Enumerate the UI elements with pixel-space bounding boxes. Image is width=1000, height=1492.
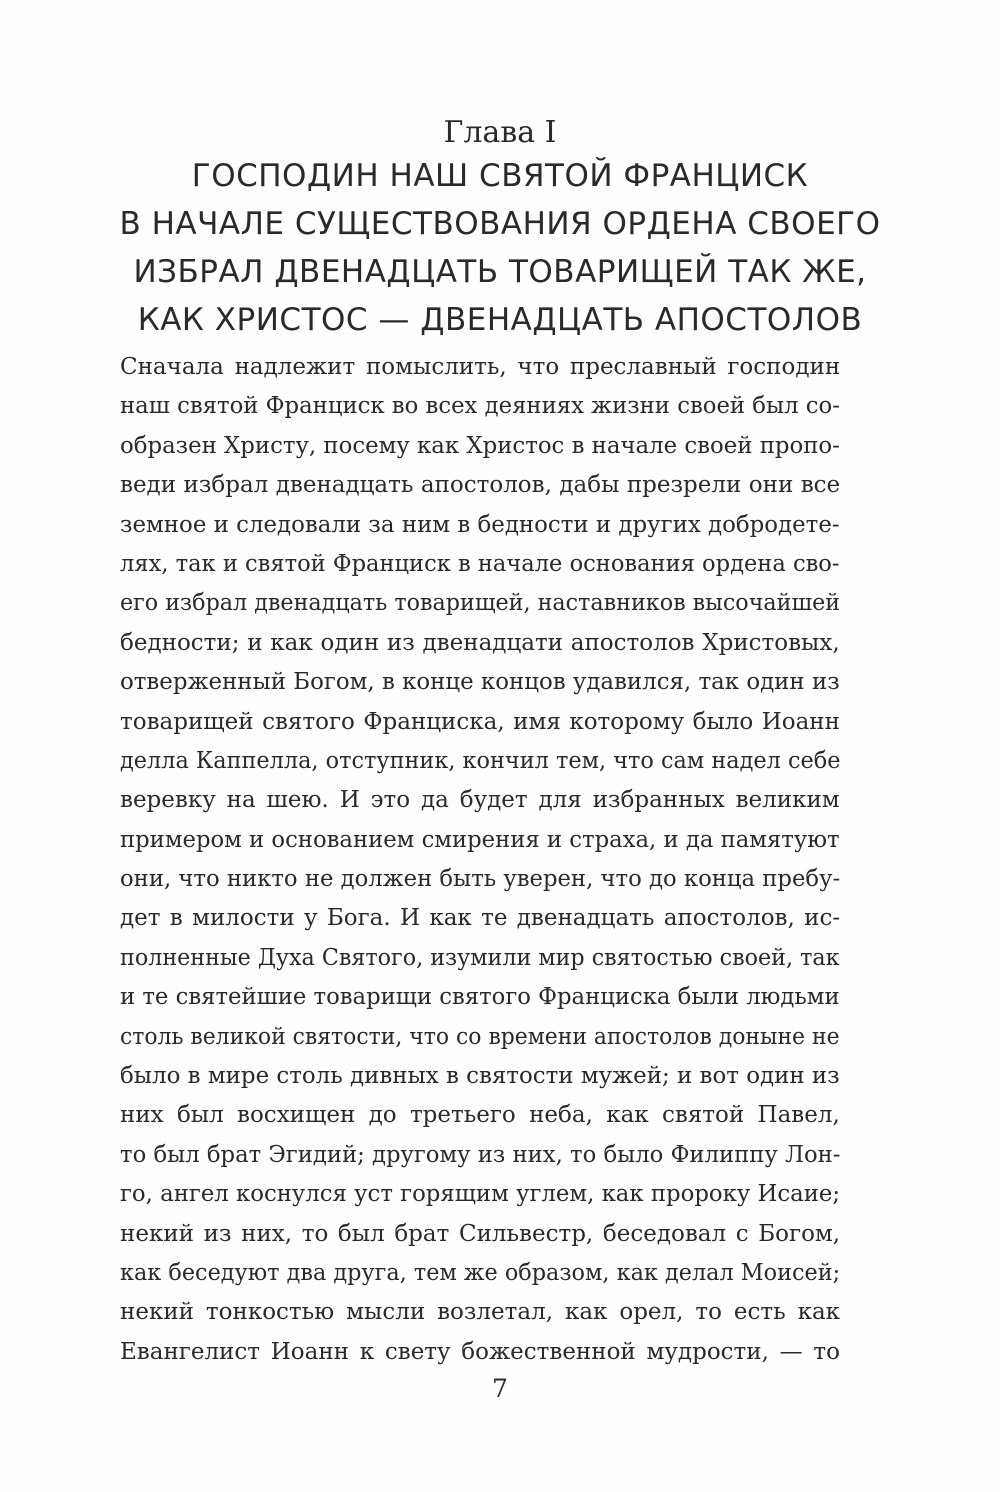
text-line: как беседуют два друга, тем же образом, как делал Моисей; bbox=[120, 1259, 841, 1286]
text-line: наш святой Франциск во всех деяниях жизни своей был со- bbox=[120, 393, 840, 420]
text-line: го, ангел коснулся уст горящим углем, как пророку Исаие; bbox=[120, 1181, 841, 1208]
text-line: дет в милости у Бога. И как те двенадцать апостолов, ис- bbox=[120, 905, 841, 932]
text-line: лях, так и святой Франциск в начале основания ордена сво- bbox=[120, 550, 840, 577]
text-line: них был восхищен до третьего неба, как святой Павел, bbox=[120, 1102, 840, 1129]
text-line: и те святейшие товарищи святого Франциска были людьми bbox=[120, 984, 840, 1011]
text-line: Евангелист Иоанн к свету божественной мудрости, — то bbox=[120, 1338, 840, 1365]
chapter-number: Глава I bbox=[443, 115, 557, 150]
text-line: товарищей святого Франциска, имя которому было Иоанн bbox=[120, 708, 840, 735]
text-line: то был брат Эгидий; другому из них, то было Филиппу Лон- bbox=[120, 1141, 841, 1168]
text-line: веди избрал двенадцать апостолов, дабы презрели они все bbox=[120, 472, 841, 499]
chapter-title-line: В НАЧАЛЕ СУЩЕСТВОВАНИЯ ОРДЕНА СВОЕГО bbox=[119, 206, 881, 242]
text-line: бедности; и как один из двенадцати апостолов Христовых, bbox=[120, 629, 840, 656]
chapter-title-line: КАК ХРИСТОС — ДВЕНАДЦАТЬ АПОСТОЛОВ bbox=[137, 302, 863, 338]
text-line: полненные Духа Святого, изумили мир святостью своей, так bbox=[120, 944, 840, 971]
text-line: некий тонкостью мысли возлетал, как орел, то есть как bbox=[120, 1299, 841, 1326]
chapter-body-paragraph bbox=[120, 348, 840, 1372]
text-line: земное и следовали за ним в бедности и других добродете- bbox=[120, 511, 840, 538]
text-line: веревку на шею. И это да будет для избранных великим bbox=[120, 787, 840, 814]
page-number: 7 bbox=[492, 1374, 508, 1403]
text-line: отверженный Богом, в конце концов удавился, так один из bbox=[120, 669, 840, 696]
chapter-title-line: ГОСПОДИН НАШ СВЯТОЙ ФРАНЦИСК bbox=[191, 158, 809, 194]
chapter-title bbox=[80, 152, 920, 344]
text-line: делла Каппелла, отступник, кончил тем, что сам надел себе bbox=[120, 747, 841, 774]
text-line: образен Христу, посему как Христос в начале своей пропо- bbox=[120, 432, 840, 459]
text-line: они, что никто не должен быть уверен, что до конца пребу- bbox=[120, 866, 841, 893]
text-line: его избрал двенадцать товарищей, наставников высочайшей bbox=[120, 590, 841, 617]
chapter-title-line: ИЗБРАЛ ДВЕНАДЦАТЬ ТОВАРИЩЕЙ ТАК ЖЕ, bbox=[133, 254, 867, 290]
text-line: столь великой святости, что со времени апостолов доныне не bbox=[120, 1023, 840, 1050]
text-line: было в мире столь дивных в святости мужей; и вот один из bbox=[120, 1063, 840, 1090]
text-line: Сначала надлежит помыслить, что преславный господин bbox=[120, 354, 841, 380]
text-line: некий из них, то был брат Сильвестр, беседовал с Богом, bbox=[120, 1220, 841, 1247]
text-line: примером и основанием смирения и страха, и да памятуют bbox=[120, 826, 840, 853]
